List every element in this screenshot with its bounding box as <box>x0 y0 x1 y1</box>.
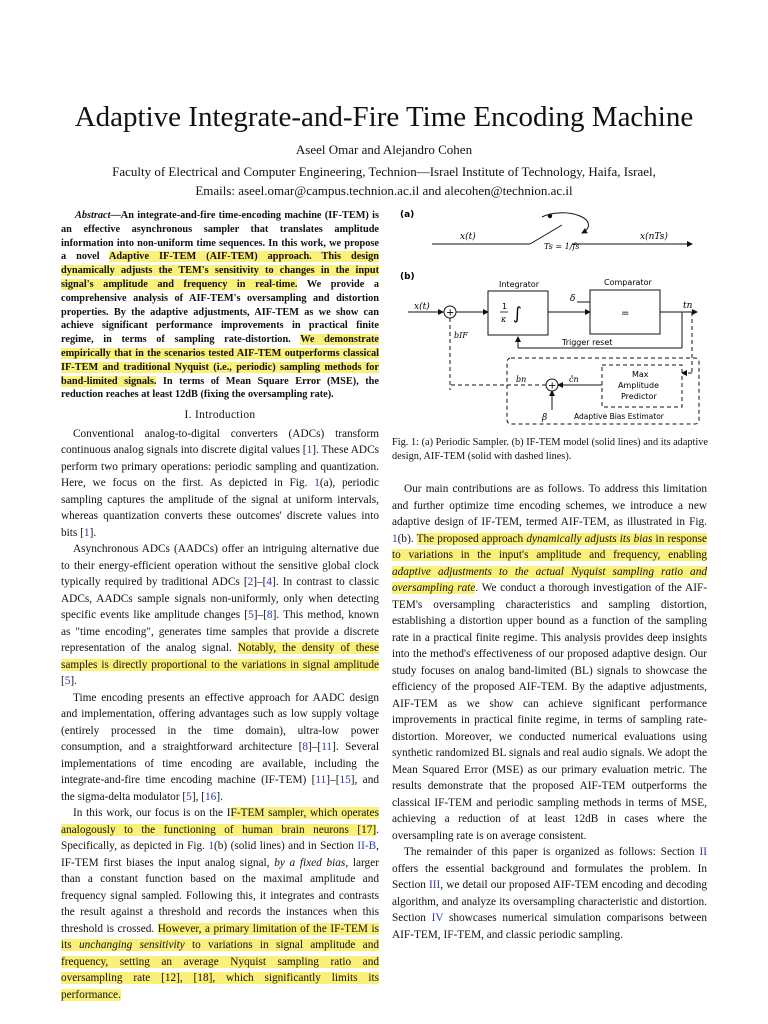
label-xt: x(t) <box>460 232 476 242</box>
intro-paragraph-1 <box>61 426 379 542</box>
text: ]. <box>70 675 78 688</box>
text: ]–[ <box>308 741 322 754</box>
label-xt-b: x(t) <box>414 302 430 312</box>
citation-link[interactable]: 5 <box>64 675 71 688</box>
figure-1-caption: Fig. 1: (a) Periodic Sampler. (b) IF-TEM model (solid lines) and its adaptive design, AIF-TEM (solid with dashed lines). <box>392 437 708 463</box>
abstract-dash: — <box>110 210 121 221</box>
label-delta: δ <box>570 294 576 304</box>
text: (a), periodic sampling captures the amplitude of the signal at uniform intervals, whereas quantization converts these outcomes' discrete values into bits [ <box>61 477 379 539</box>
abstract-text-2: We provide a comprehensive analysis of AIF-TEM's oversampling and distortion properties. By the adaptive adjustments, AIF-TEM as we show can achieve significant performance improvements in practical finite regime, in terms of sampling rate-distortion. <box>61 278 379 346</box>
paper-title: Adaptive Integrate-and-Fire Time Encoding Machine <box>74 101 694 133</box>
citation-link[interactable]: 15 <box>339 774 351 787</box>
label-max: Max <box>632 370 649 379</box>
kappa-den: κ <box>501 315 507 324</box>
highlight: Notably, the density of these samples is directly proportional to the variations in signal amplitude <box>61 642 379 671</box>
section-link[interactable]: III <box>429 879 441 891</box>
text: . Specifically, as depicted in Fig. <box>61 823 379 853</box>
integral-sign: ∫ <box>513 304 522 324</box>
citation-link[interactable]: 4 <box>266 576 273 589</box>
italic-text: by a fixed bias <box>274 856 346 869</box>
text: Conventional analog-to-digital converters (ADCs) transform continuous analog signals into discrete digital values [ <box>61 427 379 457</box>
abstract-text-1: An integrate-and-fire time-encoding machine (IF-TEM) is an effective asynchronous sampler that translates amplitude information into non-uniform time sequences. In this work, we propose a novel <box>61 210 379 263</box>
highlight-text: to variations in signal amplitude and frequency, setting an average Nyquist sampling ratio and oversampling rate [12], [18], which significantly limits its performance. <box>61 939 379 1001</box>
label-cn: ĉn <box>569 375 579 384</box>
plus-sign: + <box>446 307 455 319</box>
figure-link[interactable]: 1 <box>314 477 320 490</box>
text: . We conduct a thorough investigation of the AIF-TEM's oversampling characteristics and sampling distortion, establishing a distortion upper bound as a function of the sampling rate in a practical finite regime. This analysis provides deep insights into the method's effectiveness of our proposed adaptive design. Our study focuses on analog band-limited (BL) signals to showcase the efficiency of the proposed AIF-TEM. By the adaptive adjustments, AIF-TEM as we show can achieve significant performance improvements in practical finite regime, in terms of sampling rate-distortion. Moreover, we conducted numerical evaluations using synthetic randomized BL signals and real audio signals. We adopt the Mean Squared Error (MSE) as our primary evaluation metric. The results demonstrate that the proposed AIF-TEM outperforms the classical IF-TEM and periodic sampling methods in terms of MSE, achieving a reduction of at least 12dB in cases where the oversampling rate is on average consistent. <box>392 582 707 842</box>
label-b: (b) <box>400 272 415 282</box>
label-amplitude: Amplitude <box>618 381 659 390</box>
kappa-num: 1 <box>502 302 508 311</box>
label-bn: bn <box>516 375 527 384</box>
text: ]. <box>89 526 97 539</box>
text: , larger than a constant function based on the maximal amplitude and frequency signal sampled. Following this, it integrates and contrasts the result against a threshold and records the instances when this threshold is crossed. <box>61 856 379 935</box>
section-heading-introduction: I. Introduction <box>184 409 256 422</box>
label-ts: Ts = 1/fs <box>544 242 580 251</box>
citation-link[interactable]: 1 <box>306 444 313 457</box>
highlight-text: in response to variations in the input's amplitude and frequency, enabling <box>392 532 707 561</box>
text: (b). <box>397 532 417 545</box>
intro-paragraph-2 <box>61 541 379 690</box>
figure-link[interactable]: 1 <box>208 840 215 853</box>
text: ]. These ADCs perform two primary operations: periodic sampling and quantization. Here, we focus on the first. As depicted in Fig. <box>61 444 379 490</box>
right-column <box>392 481 707 943</box>
affiliation: Faculty of Electrical and Computer Engineering, Technion—Israel Institute of Technology, Haifa, Israel, <box>112 164 656 179</box>
text: offers the essential background and formulates the problem. In Section <box>392 862 707 891</box>
equals-sign: = <box>621 308 630 319</box>
highlight: F-TEM sampler, which operates analogously to the functioning of human brain neurons [17] <box>61 807 379 836</box>
highlight-italic: dynamically adjusts its bias <box>526 532 653 545</box>
text: ]–[ <box>253 576 267 589</box>
abstract-label: Abstract <box>75 210 111 221</box>
text: [ <box>61 675 65 688</box>
citation-link[interactable]: 8 <box>266 609 273 622</box>
citation-link[interactable]: 11 <box>321 741 333 754</box>
abstract-highlight-2: We demonstrate empirically that in the scenarios tested AIF-TEM outperforms classical IF-TEM and traditional Nyquist (i.e., periodic) sampling methods for band-limited signals. <box>61 334 380 387</box>
text: ]. Several implementations of time encoding are available, including the integrate-and-fire time encoding machine (IF-TEM) [ <box>61 741 379 787</box>
label-beta: β <box>542 413 548 423</box>
highlight-text: The proposed approach <box>416 532 527 545</box>
abstract <box>61 209 379 402</box>
citation-link[interactable]: 5 <box>248 609 254 622</box>
section-link[interactable]: IV <box>431 912 444 924</box>
text: , we detail our proposed AIF-TEM encoding and decoding algorithm, and analyze its oversampling characteristic and distortion. Section <box>392 879 707 924</box>
left-column <box>61 209 379 1003</box>
contributions-paragraph <box>392 481 707 844</box>
text: ], [ <box>191 790 206 803</box>
text: Time encoding presents an effective approach for AADC design and implementation, offering advantages such as low supply voltage (entirely processed in the time domain), ultra-low power consumption, and a straightforward architecture [ <box>61 691 379 754</box>
text: (b) (solid lines) and in Section <box>214 840 358 853</box>
figure-1-diagram <box>392 205 712 433</box>
label-integrator: Integrator <box>499 280 540 289</box>
section-link[interactable]: II-B <box>357 840 377 853</box>
label-trigger-reset: Trigger reset <box>562 338 613 347</box>
text: The remainder of this paper is organized as follows: Section <box>404 846 700 858</box>
intro-paragraph-3 <box>61 690 379 806</box>
label-bif: bIF <box>454 331 468 340</box>
text: showcases numerical simulation comparisons between AIF-TEM, IF-TEM, and classic periodic sampling. <box>392 912 707 941</box>
label-predictor: Predictor <box>621 392 657 401</box>
label-xnts: x(nTs) <box>640 232 668 242</box>
section-link[interactable]: II <box>699 846 707 858</box>
text: ]. <box>216 790 223 803</box>
text: Asynchronous ADCs (AADCs) offer an intriguing alternative due to their energy-efficient operation without the sensitive global clock typically required by traditional ADCs [ <box>61 543 379 589</box>
citation-link[interactable]: 5 <box>186 790 192 803</box>
organization-paragraph <box>392 844 707 943</box>
text: ]–[ <box>326 774 340 787</box>
highlight-text: However, a primary limitation of the IF-TEM is its <box>61 922 379 952</box>
citation-link[interactable]: 2 <box>247 576 254 589</box>
plus-sign-2: + <box>548 380 557 392</box>
text: , IF-TEM first biases the input analog signal, <box>61 840 379 869</box>
text: ]–[ <box>253 609 267 622</box>
affiliation-block <box>0 162 768 200</box>
intro-paragraph-4 <box>61 805 379 1003</box>
text: Our main contributions are as follows. To address this limitation and further optimize time encoding schemes, we introduce a new adaptive design of IF-TEM, termed AIF-TEM, as illustrated in Fig. <box>392 483 707 528</box>
text: ], and the sigma-delta modulator [ <box>61 774 379 803</box>
label-comparator: Comparator <box>604 278 652 287</box>
text: ]. In contrast to classic ADCs, AADCs sample signals non-uniformly, only when detecting specific events like amplitude changes [ <box>61 576 379 622</box>
figure-link[interactable]: 1 <box>392 532 398 545</box>
text: In this work, our focus is on the I <box>73 807 231 820</box>
text: ]. This method, known as "time encoding", generates time samples that provide a discrete representation of the analog signal. <box>61 609 379 655</box>
highlight-italic: adaptive adjustments to the actual Nyquist sampling ratio and oversampling rate <box>392 565 707 594</box>
emails: Emails: aseel.omar@campus.technion.ac.il and alecohen@technion.ac.il <box>195 183 573 198</box>
citation-link[interactable]: 1 <box>83 526 90 539</box>
label-adaptive-bias-estimator: Adaptive Bias Estimator <box>574 412 664 421</box>
abstract-text-3: In terms of Mean Square Error (MSE), the reduction reaches at least 12dB (fixing the oversampling rate). <box>61 375 379 401</box>
label-a: (a) <box>400 210 415 220</box>
label-tn: tn <box>683 301 693 311</box>
paper-authors: Aseel Omar and Alejandro Cohen <box>295 142 473 157</box>
citation-link[interactable]: 16 <box>205 790 217 803</box>
citation-link[interactable]: 8 <box>302 741 309 754</box>
abstract-highlight-1: Adaptive IF-TEM (AIF-TEM) approach. This design dynamically adjusts the TEM's sensitivity to changes in the input signal's amplitude and frequency in real-time. <box>61 251 380 290</box>
highlight-italic: unchanging sensitivity <box>78 939 185 952</box>
citation-link[interactable]: 11 <box>315 774 327 787</box>
switch-dot <box>548 214 552 218</box>
